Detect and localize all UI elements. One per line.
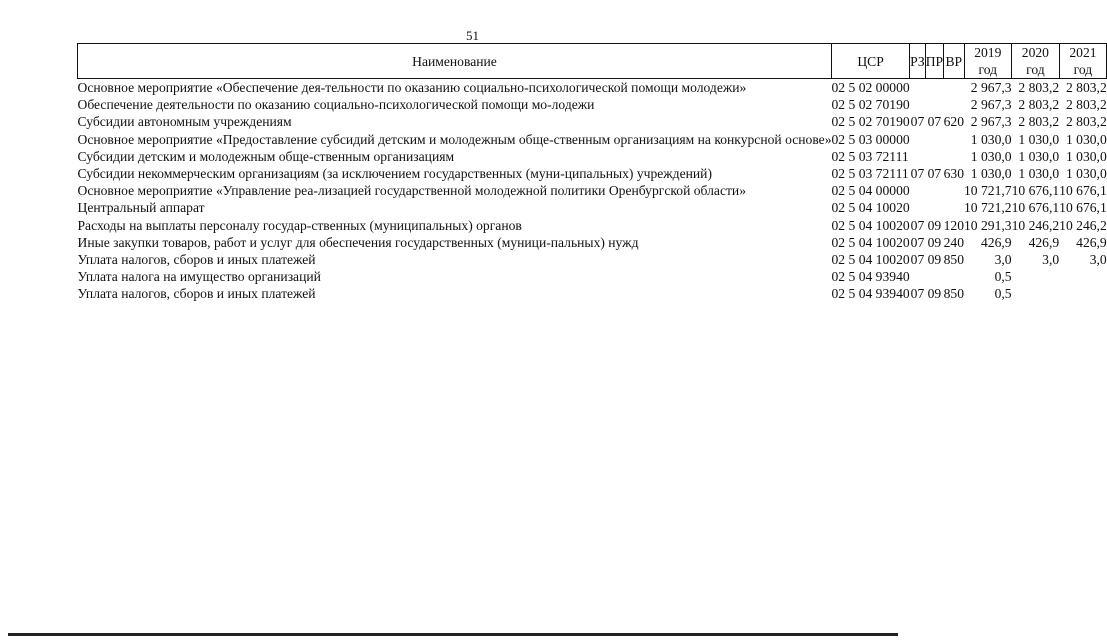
table-row — [78, 251, 1107, 268]
row-2020 — [1012, 268, 1060, 285]
row-2020: 3,0 — [1042, 252, 1060, 268]
row-pr — [925, 148, 943, 165]
bottom-rule — [8, 633, 898, 636]
row-name: Субсидии автономным учреждениям — [77, 114, 292, 130]
row-2020: 1 030,0 — [1018, 131, 1060, 147]
row-rz — [910, 131, 926, 148]
row-pr: 09 — [927, 217, 942, 233]
row-2020: 1 030,0 — [1018, 148, 1060, 164]
row-rz: 07 — [910, 286, 925, 302]
header-pr: ПР — [925, 44, 943, 79]
row-name: Расходы на выплаты персоналу государ-ственных (муниципальных) органов — [77, 217, 522, 233]
row-2020: 2 803,2 — [1018, 97, 1060, 113]
row-2020: 10 676,1 — [1011, 183, 1060, 199]
row-name: Основное мероприятие «Управление реа-лизацией государственной молодежной политики Оренбургской области» — [77, 183, 746, 199]
row-csr: 02 5 03 00000 — [831, 131, 910, 147]
row-csr: 02 5 04 93940 — [831, 269, 910, 285]
row-vr: 620 — [943, 114, 964, 130]
table-row — [78, 199, 1107, 216]
row-vr — [944, 182, 964, 199]
row-pr — [925, 182, 943, 199]
table-row — [78, 113, 1107, 130]
table-row — [78, 165, 1107, 182]
row-2021: 10 246,2 — [1059, 217, 1107, 233]
table-header-row — [78, 44, 1107, 79]
row-csr: 02 5 03 72111 — [831, 166, 909, 182]
header-name: Наименование — [78, 44, 832, 79]
row-2021: 2 803,2 — [1065, 80, 1107, 95]
row-vr: 850 — [943, 286, 964, 302]
header-rz: РЗ — [910, 44, 926, 79]
row-pr: 09 — [927, 252, 942, 268]
row-pr: 07 — [927, 114, 942, 130]
row-2019: 0,5 — [994, 286, 1012, 302]
row-2021: 1 030,0 — [1065, 166, 1107, 182]
row-pr — [925, 131, 943, 148]
table-row — [78, 131, 1107, 148]
row-2021: 10 676,1 — [1059, 183, 1107, 199]
row-rz — [910, 268, 926, 285]
row-name: Субсидии некоммерческим организациям (за исключением государственных (муни-ципальных) учреждений) — [77, 166, 712, 182]
row-2019: 10 291,3 — [964, 217, 1012, 233]
row-csr: 02 5 03 72111 — [831, 148, 909, 164]
row-2019: 1 030,0 — [970, 148, 1012, 164]
row-csr: 02 5 02 00000 — [831, 80, 910, 95]
row-2019: 1 030,0 — [970, 166, 1012, 182]
header-csr: ЦСР — [832, 44, 910, 79]
row-2021 — [1059, 268, 1107, 285]
header-vr: ВР — [944, 44, 964, 79]
table-row — [78, 96, 1107, 113]
row-2019: 10 721,7 — [964, 183, 1012, 199]
row-2021: 3,0 — [1089, 252, 1107, 268]
row-2019: 2 967,3 — [970, 97, 1012, 113]
row-vr — [944, 131, 964, 148]
row-pr: 09 — [927, 234, 942, 250]
row-2020: 10 246,2 — [1011, 217, 1060, 233]
row-rz — [910, 182, 926, 199]
row-rz: 07 — [910, 252, 925, 268]
row-name: Иные закупки товаров, работ и услуг для обеспечения государственных (муници-пальных) нужд — [77, 234, 639, 250]
row-2019: 426,9 — [980, 234, 1012, 250]
row-name: Основное мероприятие «Обеспечение дея-тельности по оказанию социально-психологической помощи молодежи» — [77, 80, 747, 95]
row-name: Уплата налога на имущество организаций — [77, 269, 321, 285]
row-2021: 10 676,1 — [1059, 200, 1107, 216]
row-2020: 426,9 — [1028, 234, 1060, 250]
row-csr: 02 5 04 93940 — [831, 286, 910, 302]
row-vr: 630 — [943, 166, 964, 182]
row-2019: 2 967,3 — [970, 114, 1012, 130]
table-row — [78, 234, 1107, 251]
row-pr — [925, 199, 943, 216]
row-rz — [910, 199, 926, 216]
row-rz: 07 — [910, 114, 925, 130]
row-rz: 07 — [910, 217, 925, 233]
row-rz: 07 — [910, 166, 925, 182]
row-pr — [925, 96, 943, 113]
row-vr — [944, 148, 964, 165]
row-2020: 1 030,0 — [1018, 166, 1060, 182]
row-csr: 02 5 04 10020 — [831, 200, 910, 216]
page-number: 51 — [466, 28, 479, 43]
header-2019: 2019 год — [964, 44, 1012, 79]
row-2021: 2 803,2 — [1065, 97, 1107, 113]
row-name: Основное мероприятие «Предоставление субсидий детским и молодежным обще-ственным организациям на конкурсной основе» — [77, 131, 832, 147]
table-row — [78, 148, 1107, 165]
row-csr: 02 5 04 10020 — [831, 252, 910, 268]
row-pr — [925, 268, 943, 285]
row-csr: 02 5 02 70190 — [831, 114, 910, 130]
row-vr: 120 — [943, 217, 964, 233]
row-2020 — [1012, 285, 1060, 302]
row-2020: 10 676,1 — [1011, 200, 1060, 216]
row-2020: 2 803,2 — [1018, 80, 1060, 95]
row-2019: 3,0 — [994, 252, 1012, 268]
table-row — [78, 217, 1107, 234]
row-2019: 2 967,3 — [970, 80, 1012, 95]
row-name: Центральный аппарат — [77, 200, 205, 216]
header-2021: 2021 год — [1059, 44, 1107, 79]
row-2019: 0,5 — [994, 269, 1012, 285]
row-rz — [910, 148, 926, 165]
row-name: Субсидии детским и молодежным обще-ственным организациям — [77, 148, 455, 164]
row-2021: 1 030,0 — [1065, 131, 1107, 147]
row-name: Уплата налогов, сборов и иных платежей — [77, 286, 316, 302]
table-row — [78, 79, 1107, 97]
header-2020: 2020 год — [1012, 44, 1060, 79]
table-row — [78, 182, 1107, 199]
row-2020: 2 803,2 — [1018, 114, 1060, 130]
row-pr — [925, 79, 943, 97]
row-vr — [944, 199, 964, 216]
row-rz — [910, 96, 926, 113]
row-csr: 02 5 02 70190 — [831, 97, 910, 113]
table-row — [78, 268, 1107, 285]
row-vr: 240 — [943, 234, 964, 250]
row-csr: 02 5 04 00000 — [831, 183, 910, 199]
table-row — [78, 285, 1107, 302]
row-2019: 10 721,2 — [964, 200, 1012, 216]
row-rz: 07 — [910, 234, 925, 250]
row-pr: 07 — [927, 166, 942, 182]
table-body — [78, 79, 1107, 303]
row-vr: 850 — [943, 252, 964, 268]
row-vr — [944, 96, 964, 113]
budget-table — [77, 43, 1107, 303]
row-name: Обеспечение деятельности по оказанию социально-психологической помощи мо-лодежи — [77, 97, 595, 113]
row-2021 — [1059, 285, 1107, 302]
row-csr: 02 5 04 10020 — [831, 217, 910, 233]
row-vr — [944, 79, 964, 97]
row-pr: 09 — [927, 286, 942, 302]
row-2021: 2 803,2 — [1065, 114, 1107, 130]
row-rz — [910, 79, 926, 97]
row-name: Уплата налогов, сборов и иных платежей — [77, 252, 316, 268]
row-2019: 1 030,0 — [970, 131, 1012, 147]
row-vr — [944, 268, 964, 285]
row-2021: 1 030,0 — [1065, 148, 1107, 164]
row-2021: 426,9 — [1076, 234, 1107, 250]
row-csr: 02 5 04 10020 — [831, 234, 910, 250]
